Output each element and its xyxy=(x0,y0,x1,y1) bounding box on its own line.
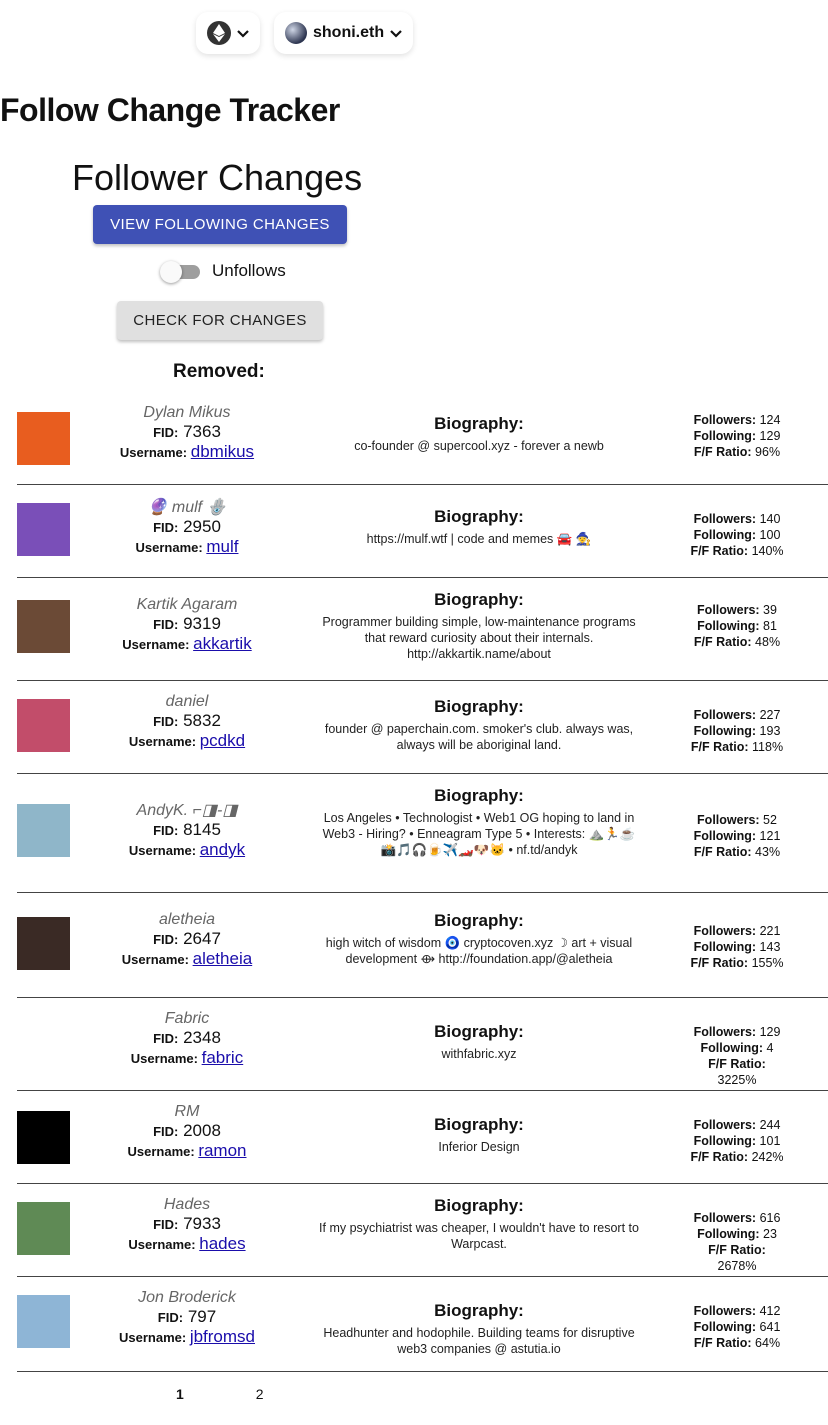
following-stat xyxy=(687,1040,787,1056)
follow-stats xyxy=(687,1303,787,1351)
username-label: Username: xyxy=(128,734,197,749)
username-link[interactable]: akkartik xyxy=(193,634,252,653)
followers-stat xyxy=(687,1210,787,1226)
following-label: Following: xyxy=(693,429,757,443)
fid-label: FID: xyxy=(153,714,179,729)
biography xyxy=(317,590,641,662)
following-label: Following: xyxy=(700,1041,764,1055)
ratio-value: 48% xyxy=(755,635,781,649)
fid-value: 8145 xyxy=(183,820,221,839)
fid-value: 2647 xyxy=(183,929,221,948)
following-label: Following: xyxy=(693,1320,757,1334)
follow-stats xyxy=(687,412,787,460)
followers-label: Followers: xyxy=(693,708,757,722)
following-value: 23 xyxy=(763,1227,777,1241)
followers-label: Followers: xyxy=(693,512,757,526)
username-label: Username: xyxy=(119,445,188,460)
user-info xyxy=(95,1010,279,1068)
biography-heading: Biography: xyxy=(434,1301,524,1320)
avatar xyxy=(17,699,70,752)
following-stat xyxy=(687,428,787,444)
display-name: Kartik Agaram xyxy=(136,596,238,613)
avatar xyxy=(17,1018,70,1071)
biography xyxy=(317,1301,641,1357)
biography-text: Los Angeles • Technologist • Web1 OG hoping to land in Web3 - Hiring? • Enneagram Type 5 • Interests: ⛰️🏃☕📸🎵🎧🍺✈️🏎️🐶🐱 • nf.td/andyk xyxy=(322,811,636,857)
followers-label: Followers: xyxy=(693,1211,757,1225)
ratio-stat xyxy=(687,1149,787,1165)
followers-value: 616 xyxy=(759,1211,781,1225)
followers-stat xyxy=(687,1117,787,1133)
following-stat xyxy=(687,527,787,543)
ratio-stat xyxy=(687,543,787,559)
ratio-label: F/F Ratio: xyxy=(690,1150,749,1164)
biography-heading: Biography: xyxy=(434,1196,524,1215)
following-label: Following: xyxy=(693,1134,757,1148)
following-value: 143 xyxy=(759,940,781,954)
follow-stats xyxy=(687,1024,787,1088)
display-name: Dylan Mikus xyxy=(143,404,231,421)
fid-value: 2008 xyxy=(183,1121,221,1140)
user-row xyxy=(17,485,828,578)
display-name: RM xyxy=(174,1103,200,1120)
following-value: 101 xyxy=(759,1134,781,1148)
username-link[interactable]: aletheia xyxy=(192,949,253,968)
user-row xyxy=(17,1277,828,1372)
username-line xyxy=(95,731,279,751)
username-line xyxy=(95,1327,279,1347)
following-stat xyxy=(687,939,787,955)
fid-line xyxy=(95,1307,279,1327)
username-link[interactable]: fabric xyxy=(201,1048,244,1067)
biography xyxy=(317,911,641,967)
user-row xyxy=(17,893,828,998)
followers-value: 244 xyxy=(759,1118,781,1132)
user-info xyxy=(95,596,279,654)
user-info xyxy=(95,1289,279,1347)
display-name: Fabric xyxy=(164,1010,210,1027)
unfollows-toggle-row xyxy=(160,260,286,282)
fid-value: 5832 xyxy=(183,711,221,730)
follow-stats xyxy=(687,1117,787,1165)
username-label: Username: xyxy=(128,843,197,858)
biography-text: Headhunter and hodophile. Building teams for disruptive web3 companies @ astutia.io xyxy=(323,1326,635,1356)
ratio-label: F/F Ratio: xyxy=(690,956,749,970)
user-row xyxy=(17,578,828,681)
view-following-changes-button[interactable]: VIEW FOLLOWING CHANGES xyxy=(93,205,347,244)
fid-line xyxy=(95,711,279,731)
biography-heading: Biography: xyxy=(434,911,524,930)
account-selector[interactable] xyxy=(274,12,413,54)
fid-value: 9319 xyxy=(183,614,221,633)
avatar xyxy=(17,503,70,556)
biography xyxy=(317,786,641,858)
fid-line xyxy=(95,1214,279,1234)
ratio-label: F/F Ratio: xyxy=(690,740,749,754)
biography-heading: Biography: xyxy=(434,1115,524,1134)
followers-label: Followers: xyxy=(693,1118,757,1132)
unfollows-toggle[interactable] xyxy=(160,260,200,282)
chevron-down-icon xyxy=(237,26,249,41)
ratio-stat xyxy=(687,634,787,650)
fid-label: FID: xyxy=(153,932,179,947)
username-link[interactable]: pcdkd xyxy=(199,731,246,750)
ratio-stat xyxy=(687,739,787,755)
fid-line xyxy=(95,1028,279,1048)
avatar xyxy=(17,412,70,465)
ratio-stat xyxy=(687,444,787,460)
ratio-value: 2678% xyxy=(717,1259,757,1273)
ratio-label: F/F Ratio: xyxy=(693,635,752,649)
username-line xyxy=(95,1141,279,1161)
ratio-stat xyxy=(687,1335,787,1351)
following-value: 81 xyxy=(763,619,777,633)
followers-label: Followers: xyxy=(693,1025,757,1039)
biography xyxy=(317,697,641,753)
biography-text: If my psychiatrist was cheaper, I wouldn't have to resort to Warpcast. xyxy=(319,1221,639,1251)
following-stat xyxy=(687,1319,787,1335)
fid-value: 2950 xyxy=(183,517,221,536)
following-stat xyxy=(687,1226,787,1242)
user-info xyxy=(95,800,279,860)
fid-line xyxy=(95,422,279,442)
biography xyxy=(317,1022,641,1062)
following-stat xyxy=(687,723,787,739)
username-line xyxy=(95,634,279,654)
user-row xyxy=(17,998,828,1091)
user-row xyxy=(17,1184,828,1277)
display-name: 🔮 mulf 🪬 xyxy=(147,499,227,516)
follow-stats xyxy=(687,511,787,559)
biography xyxy=(317,1196,641,1252)
pagination xyxy=(176,1386,264,1402)
top-bar xyxy=(196,12,413,54)
username-link[interactable]: ramon xyxy=(198,1141,247,1160)
followers-value: 124 xyxy=(759,413,781,427)
followers-stat xyxy=(687,707,787,723)
following-label: Following: xyxy=(697,619,760,633)
username-label: Username: xyxy=(127,1144,195,1159)
ratio-value: 118% xyxy=(752,740,784,754)
following-value: 121 xyxy=(759,829,781,843)
following-label: Following: xyxy=(693,724,757,738)
follow-stats xyxy=(687,923,787,971)
fid-label: FID: xyxy=(153,823,179,838)
user-row xyxy=(17,774,828,893)
follow-stats xyxy=(687,1210,787,1274)
user-info xyxy=(95,1196,279,1254)
account-avatar-icon xyxy=(285,22,307,44)
biography-text: co-founder @ supercool.xyz - forever a newb xyxy=(354,439,604,453)
user-info xyxy=(95,1103,279,1161)
avatar xyxy=(17,917,70,970)
page-2-button[interactable]: 2 xyxy=(255,1386,264,1402)
user-row xyxy=(17,1091,828,1184)
biography-text: founder @ paperchain.com. smoker's club. always was, always will be aboriginal land. xyxy=(324,722,634,752)
followers-value: 39 xyxy=(763,603,777,617)
network-selector[interactable] xyxy=(196,12,260,54)
avatar xyxy=(17,1295,70,1348)
followers-stat xyxy=(687,1303,787,1319)
display-name: Hades xyxy=(163,1196,211,1213)
following-label: Following: xyxy=(693,528,757,542)
username-label: Username: xyxy=(128,1237,196,1252)
following-label: Following: xyxy=(693,829,757,843)
fid-value: 7933 xyxy=(183,1214,221,1233)
ratio-value: 64% xyxy=(755,1336,781,1350)
fid-line xyxy=(95,614,279,634)
followers-stat xyxy=(687,1024,787,1040)
ratio-label: F/F Ratio: xyxy=(708,1243,766,1257)
follow-stats xyxy=(687,707,787,755)
follow-stats xyxy=(687,812,787,860)
fid-line xyxy=(95,1121,279,1141)
section-title: Follower Changes xyxy=(72,157,363,198)
following-stat xyxy=(687,828,787,844)
fid-label: FID: xyxy=(153,617,179,632)
followers-value: 221 xyxy=(759,924,781,938)
fid-label: FID: xyxy=(153,1031,179,1046)
user-info xyxy=(95,404,279,462)
ratio-stat xyxy=(687,1056,787,1088)
fid-value: 2348 xyxy=(183,1028,221,1047)
ratio-label: F/F Ratio: xyxy=(693,1336,752,1350)
user-row xyxy=(17,681,828,774)
biography-text: withfabric.xyz xyxy=(441,1047,517,1061)
followers-label: Followers: xyxy=(693,1304,757,1318)
biography-heading: Biography: xyxy=(434,414,524,433)
ratio-value: 43% xyxy=(755,845,781,859)
fid-value: 7363 xyxy=(183,422,221,441)
ratio-label: F/F Ratio: xyxy=(693,845,752,859)
followers-value: 129 xyxy=(759,1025,781,1039)
user-info xyxy=(95,911,279,969)
biography-heading: Biography: xyxy=(434,507,524,526)
following-value: 129 xyxy=(759,429,781,443)
avatar xyxy=(17,1202,70,1255)
avatar xyxy=(17,600,70,653)
display-name: AndyK. ⌐◨-◨ xyxy=(136,802,238,819)
fid-label: FID: xyxy=(153,1124,179,1139)
ratio-label: F/F Ratio: xyxy=(693,445,752,459)
username-line xyxy=(95,537,279,557)
follow-stats xyxy=(687,602,787,650)
fid-label: FID: xyxy=(153,1217,179,1232)
user-info xyxy=(95,497,279,557)
biography xyxy=(317,414,641,454)
ratio-label: F/F Ratio: xyxy=(690,544,749,558)
username-link[interactable]: hades xyxy=(199,1234,246,1253)
followers-stat xyxy=(687,812,787,828)
user-info xyxy=(95,693,279,751)
biography-text: high witch of wisdom 🧿 cryptocoven.xyz ☽ art + visual development ⟴ http://foundation.app/@aletheia xyxy=(325,936,633,966)
followers-value: 227 xyxy=(759,708,781,722)
username-line xyxy=(95,1048,279,1068)
removed-users-list xyxy=(17,394,828,1372)
username-line xyxy=(95,840,279,860)
followers-stat xyxy=(687,923,787,939)
ratio-value: 3225% xyxy=(717,1073,757,1087)
ethereum-icon xyxy=(207,21,231,45)
ratio-value: 242% xyxy=(751,1150,784,1164)
fid-label: FID: xyxy=(153,520,179,535)
biography-heading: Biography: xyxy=(434,1022,524,1041)
username-line xyxy=(95,949,279,969)
ratio-value: 155% xyxy=(751,956,784,970)
followers-stat xyxy=(687,511,787,527)
following-value: 193 xyxy=(759,724,781,738)
display-name: Jon Broderick xyxy=(138,1289,236,1306)
username-link[interactable]: jbfromsd xyxy=(189,1327,255,1346)
followers-label: Followers: xyxy=(693,924,757,938)
fid-value: 797 xyxy=(187,1307,217,1326)
followers-label: Followers: xyxy=(697,603,760,617)
fid-label: FID: xyxy=(157,1310,184,1325)
display-name: aletheia xyxy=(158,911,216,928)
page-1-button[interactable]: 1 xyxy=(176,1386,184,1402)
following-value: 641 xyxy=(759,1320,781,1334)
following-label: Following: xyxy=(697,1227,760,1241)
biography-text: Inferior Design xyxy=(438,1140,520,1154)
biography xyxy=(317,1115,641,1155)
followers-value: 140 xyxy=(759,512,781,526)
followers-value: 52 xyxy=(763,813,777,827)
check-for-changes-button[interactable]: CHECK FOR CHANGES xyxy=(117,301,323,340)
fid-line xyxy=(95,929,279,949)
avatar xyxy=(17,1111,70,1164)
following-value: 4 xyxy=(766,1041,774,1055)
ratio-stat xyxy=(687,955,787,971)
following-label: Following: xyxy=(693,940,757,954)
username-link[interactable]: mulf xyxy=(206,537,239,556)
followers-stat xyxy=(687,602,787,618)
display-name: daniel xyxy=(165,693,209,710)
following-stat xyxy=(687,1133,787,1149)
removed-heading: Removed: xyxy=(173,361,265,382)
followers-label: Followers: xyxy=(697,813,760,827)
following-stat xyxy=(687,618,787,634)
username-label: Username: xyxy=(122,637,190,652)
username-line xyxy=(95,1234,279,1254)
ratio-label: F/F Ratio: xyxy=(708,1057,766,1071)
chevron-down-icon xyxy=(390,26,402,41)
username-link[interactable]: dbmikus xyxy=(190,442,255,461)
account-name: shoni.eth xyxy=(313,24,385,41)
followers-label: Followers: xyxy=(693,413,757,427)
fid-line xyxy=(95,517,279,537)
ratio-value: 96% xyxy=(755,445,781,459)
username-link[interactable]: andyk xyxy=(199,840,246,859)
ratio-stat xyxy=(687,844,787,860)
username-label: Username: xyxy=(135,540,203,555)
username-label: Username: xyxy=(130,1051,198,1066)
following-value: 100 xyxy=(759,528,781,542)
unfollows-label: Unfollows xyxy=(212,261,286,280)
biography-text: https://mulf.wtf | code and memes 🚘 🧙 xyxy=(366,532,592,546)
user-row xyxy=(17,394,828,485)
ratio-value: 140% xyxy=(751,544,784,558)
biography xyxy=(317,507,641,547)
fid-line xyxy=(95,820,279,840)
fid-label: FID: xyxy=(153,425,179,440)
followers-value: 412 xyxy=(759,1304,781,1318)
followers-stat xyxy=(687,412,787,428)
biography-heading: Biography: xyxy=(434,590,524,609)
username-label: Username: xyxy=(118,1330,187,1345)
biography-heading: Biography: xyxy=(434,786,524,805)
avatar xyxy=(17,804,70,857)
page-title: Follow Change Tracker xyxy=(0,92,340,128)
ratio-stat xyxy=(687,1242,787,1274)
username-label: Username: xyxy=(121,952,189,967)
username-line xyxy=(95,442,279,462)
biography-text: Programmer building simple, low-maintenance programs that reward curiosity about their internals. http://akkartik.name/about xyxy=(322,615,636,661)
biography-heading: Biography: xyxy=(434,697,524,716)
